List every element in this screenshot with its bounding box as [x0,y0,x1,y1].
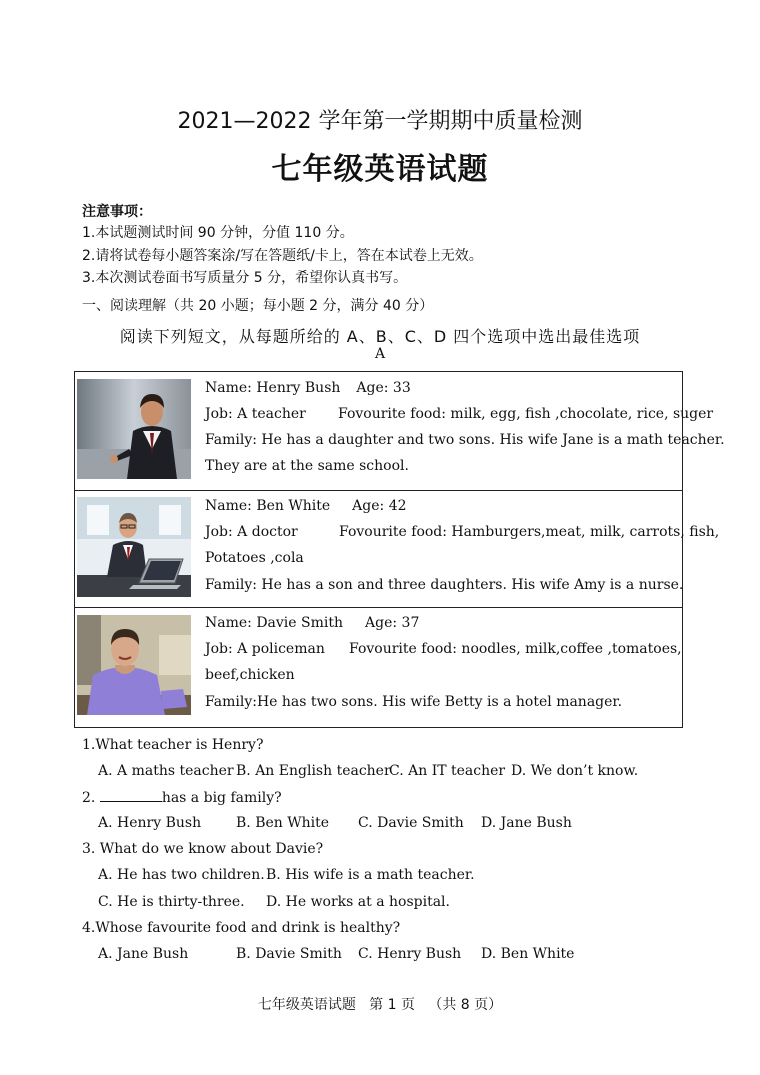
profile-age: Age: 37 [365,615,420,631]
question-2-option-d: D. Jane Bush [481,815,572,831]
note-item-1: 1.本试题测试时间 90 分钟，分值 110 分。 [82,225,354,241]
profile-job: Job: A policeman [205,641,325,657]
profile-row [75,490,720,607]
profile-family-cont: They are at the same school. [205,458,409,474]
notes-heading: 注意事项： [82,204,152,220]
profile-name: Name: Henry Bush [205,380,341,396]
profile-food: Fovourite food: noodles, milk,coffee ,tomatoes, [349,641,682,657]
question-4: 4.Whose favourite food and drink is healthy? [82,920,401,936]
profile-name: Name: Davie Smith [205,615,344,631]
exam-subject-title: 七年级英语试题 [271,152,489,187]
profile-job: Job: A doctor [205,524,298,540]
question-1-option-b: B. An English teacher [236,763,391,779]
question-3-option-b: B. His wife is a math teacher. [266,867,475,883]
question-1-option-a: A. A maths teacher [98,763,234,779]
passage-label: A [374,346,386,362]
question-2-option-a: A. Henry Bush [98,815,202,831]
profile-food: Fovourite food: milk, egg, fish ,chocolate, rice, suger [338,406,714,422]
answer-blank [100,789,162,802]
note-item-2: 2.请将试卷每小题答案涂/写在答题纸/卡上，答在本试卷上无效。 [82,248,483,264]
profile-age: Age: 33 [356,380,411,396]
profile-family: Family: He has a daughter and two sons. His wife Jane is a math teacher. [205,432,725,448]
question-1-option-c: C. An IT teacher [389,763,506,779]
question-2-option-c: C. Davie Smith [358,815,464,831]
section-instruction: 阅读下列短文，从每题所给的 A、B、C、D 四个选项中选出最佳选项 [119,327,641,346]
question-1: 1.What teacher is Henry? [82,737,264,753]
section-heading: 一、阅读理解（共 20 小题；每小题 2 分，满分 40 分） [82,298,434,314]
profiles-table [74,371,725,728]
question-4-option-a: A. Jane Bush [98,946,189,962]
profile-food-cont: Potatoes ,cola [205,550,304,566]
note-item-3: 3.本次测试卷面书写质量分 5 分，希望你认真书写。 [82,270,408,286]
profile-food: Fovourite food: Hamburgers,meat, milk, carrots, fish, [339,524,720,540]
policeman-photo [77,615,191,715]
profile-job: Job: A teacher [205,406,306,422]
question-4-option-b: B. Davie Smith [236,946,342,962]
question-4-option-c: C. Henry Bush [358,946,462,962]
teacher-photo [77,379,191,479]
question-3-option-c: C. He is thirty-three. [98,894,245,910]
profile-row [75,372,725,490]
exam-header-title: 2021—2022 学年第一学期期中质量检测 [177,109,583,134]
profile-age: Age: 42 [352,498,407,514]
profile-family: Family: He has a son and three daughters. His wife Amy is a nurse. [205,577,684,593]
question-2-option-b: B. Ben White [236,815,330,831]
question-3-option-a: A. He has two children. [98,867,265,883]
profile-name: Name: Ben White [205,498,331,514]
question-1-option-d: D. We don’t know. [511,763,639,779]
profile-row [75,607,682,727]
question-3-option-d: D. He works at a hospital. [266,894,450,910]
doctor-photo [77,497,191,597]
question-4-option-d: D. Ben White [481,946,575,962]
question-2: 2. has a big family? [82,790,282,806]
page-footer: 七年级英语试题 第 1 页 （共 8 页） [257,997,503,1013]
question-3: 3. What do we know about Davie? [82,841,324,857]
profile-family: Family:He has two sons. His wife Betty is a hotel manager. [205,694,623,710]
profile-food-cont: beef,chicken [205,667,295,683]
